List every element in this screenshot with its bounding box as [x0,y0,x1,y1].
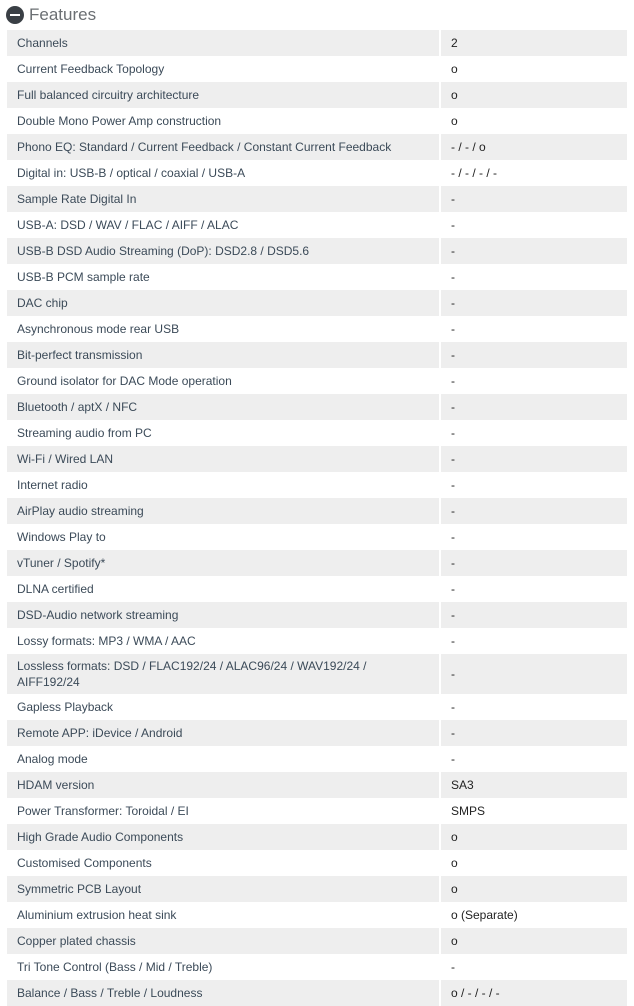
table-row [7,368,627,394]
table-row [7,394,627,420]
table-row [7,798,627,824]
section-title: Features [29,5,97,24]
feature-label: USB-A: DSD / WAV / FLAC / AIFF / ALAC [7,212,439,238]
feature-label: Digital in: USB-B / optical / coaxial / USB-A [7,160,439,186]
feature-value: o [439,56,627,82]
feature-value: - [439,746,627,772]
feature-value: - [439,290,627,316]
feature-label: Remote APP: iDevice / Android [7,720,439,746]
table-row [7,82,627,108]
table-row [7,850,627,876]
feature-label: Wi-Fi / Wired LAN [7,446,439,472]
feature-value: - [439,720,627,746]
table-row [7,928,627,954]
feature-label: vTuner / Spotify* [7,550,439,576]
feature-value: o (Separate) [439,902,627,928]
table-row [7,954,627,980]
table-row [7,980,627,1006]
feature-label: High Grade Audio Components [7,824,439,850]
feature-label: Copper plated chassis [7,928,439,954]
feature-label: Lossy formats: MP3 / WMA / AAC [7,628,439,654]
feature-label: Gapless Playback [7,694,439,720]
table-row [7,108,627,134]
feature-label: Aluminium extrusion heat sink [7,902,439,928]
feature-value: - [439,420,627,446]
table-row [7,30,627,56]
feature-label: Full balanced circuitry architecture [7,82,439,108]
table-row [7,342,627,368]
feature-value: - [439,238,627,264]
feature-label: USB-B PCM sample rate [7,264,439,290]
feature-label: Phono EQ: Standard / Current Feedback / Constant Current Feedback [7,134,439,160]
feature-label: Balance / Bass / Treble / Loudness [7,980,439,1006]
feature-label: Bit-perfect transmission [7,342,439,368]
table-row [7,160,627,186]
feature-value: - [439,472,627,498]
table-row [7,238,627,264]
feature-value: - / - / o [439,134,627,160]
feature-value: o [439,82,627,108]
features-table [7,30,627,1006]
feature-label: DLNA certified [7,576,439,602]
feature-label: AirPlay audio streaming [7,498,439,524]
feature-value: o [439,876,627,902]
feature-value: o / - / - / - [439,980,627,1006]
table-row [7,902,627,928]
feature-value: SA3 [439,772,627,798]
table-row [7,654,627,694]
feature-value: - / - / - / - [439,160,627,186]
feature-value: 2 [439,30,627,56]
feature-label: Power Transformer: Toroidal / EI [7,798,439,824]
feature-label: Channels [7,30,439,56]
feature-value: - [439,264,627,290]
feature-value: SMPS [439,798,627,824]
table-row [7,876,627,902]
feature-label: HDAM version [7,772,439,798]
feature-label: Analog mode [7,746,439,772]
table-row [7,446,627,472]
feature-label: Current Feedback Topology [7,56,439,82]
table-row [7,316,627,342]
feature-value: - [439,368,627,394]
table-row [7,576,627,602]
feature-label: Symmetric PCB Layout [7,876,439,902]
feature-value: - [439,602,627,628]
table-row [7,824,627,850]
table-row [7,694,627,720]
feature-value: - [439,446,627,472]
feature-label: Internet radio [7,472,439,498]
feature-label: Windows Play to [7,524,439,550]
feature-value: - [439,628,627,654]
feature-value: - [439,654,627,694]
feature-value: - [439,550,627,576]
features-section-header[interactable] [0,0,634,30]
table-row [7,628,627,654]
feature-value: - [439,186,627,212]
feature-label: Double Mono Power Amp construction [7,108,439,134]
table-row [7,746,627,772]
table-row [7,212,627,238]
table-row [7,134,627,160]
table-row [7,550,627,576]
feature-label: DSD-Audio network streaming [7,602,439,628]
table-row [7,720,627,746]
feature-value: - [439,524,627,550]
table-row [7,264,627,290]
table-row [7,290,627,316]
table-row [7,472,627,498]
table-row [7,186,627,212]
feature-label: Streaming audio from PC [7,420,439,446]
feature-value: - [439,954,627,980]
feature-value: - [439,316,627,342]
feature-label: Ground isolator for DAC Mode operation [7,368,439,394]
feature-label: Customised Components [7,850,439,876]
table-row [7,772,627,798]
feature-label: USB-B DSD Audio Streaming (DoP): DSD2.8 / DSD5.6 [7,238,439,264]
feature-value: o [439,824,627,850]
table-row [7,56,627,82]
feature-value: - [439,498,627,524]
feature-label: Tri Tone Control (Bass / Mid / Treble) [7,954,439,980]
minus-circle-icon[interactable] [6,6,24,24]
feature-label: Asynchronous mode rear USB [7,316,439,342]
feature-label: DAC chip [7,290,439,316]
table-row [7,602,627,628]
feature-value: o [439,108,627,134]
feature-value: - [439,394,627,420]
feature-value: - [439,342,627,368]
feature-value: - [439,694,627,720]
feature-label: Bluetooth / aptX / NFC [7,394,439,420]
feature-value: - [439,576,627,602]
table-row [7,420,627,446]
feature-value: o [439,928,627,954]
feature-value: - [439,212,627,238]
table-row [7,498,627,524]
feature-value: o [439,850,627,876]
table-row [7,524,627,550]
feature-label: Sample Rate Digital In [7,186,439,212]
feature-label: Lossless formats: DSD / FLAC192/24 / ALAC96/24 / WAV192/24 / AIFF192/24 [7,654,439,694]
